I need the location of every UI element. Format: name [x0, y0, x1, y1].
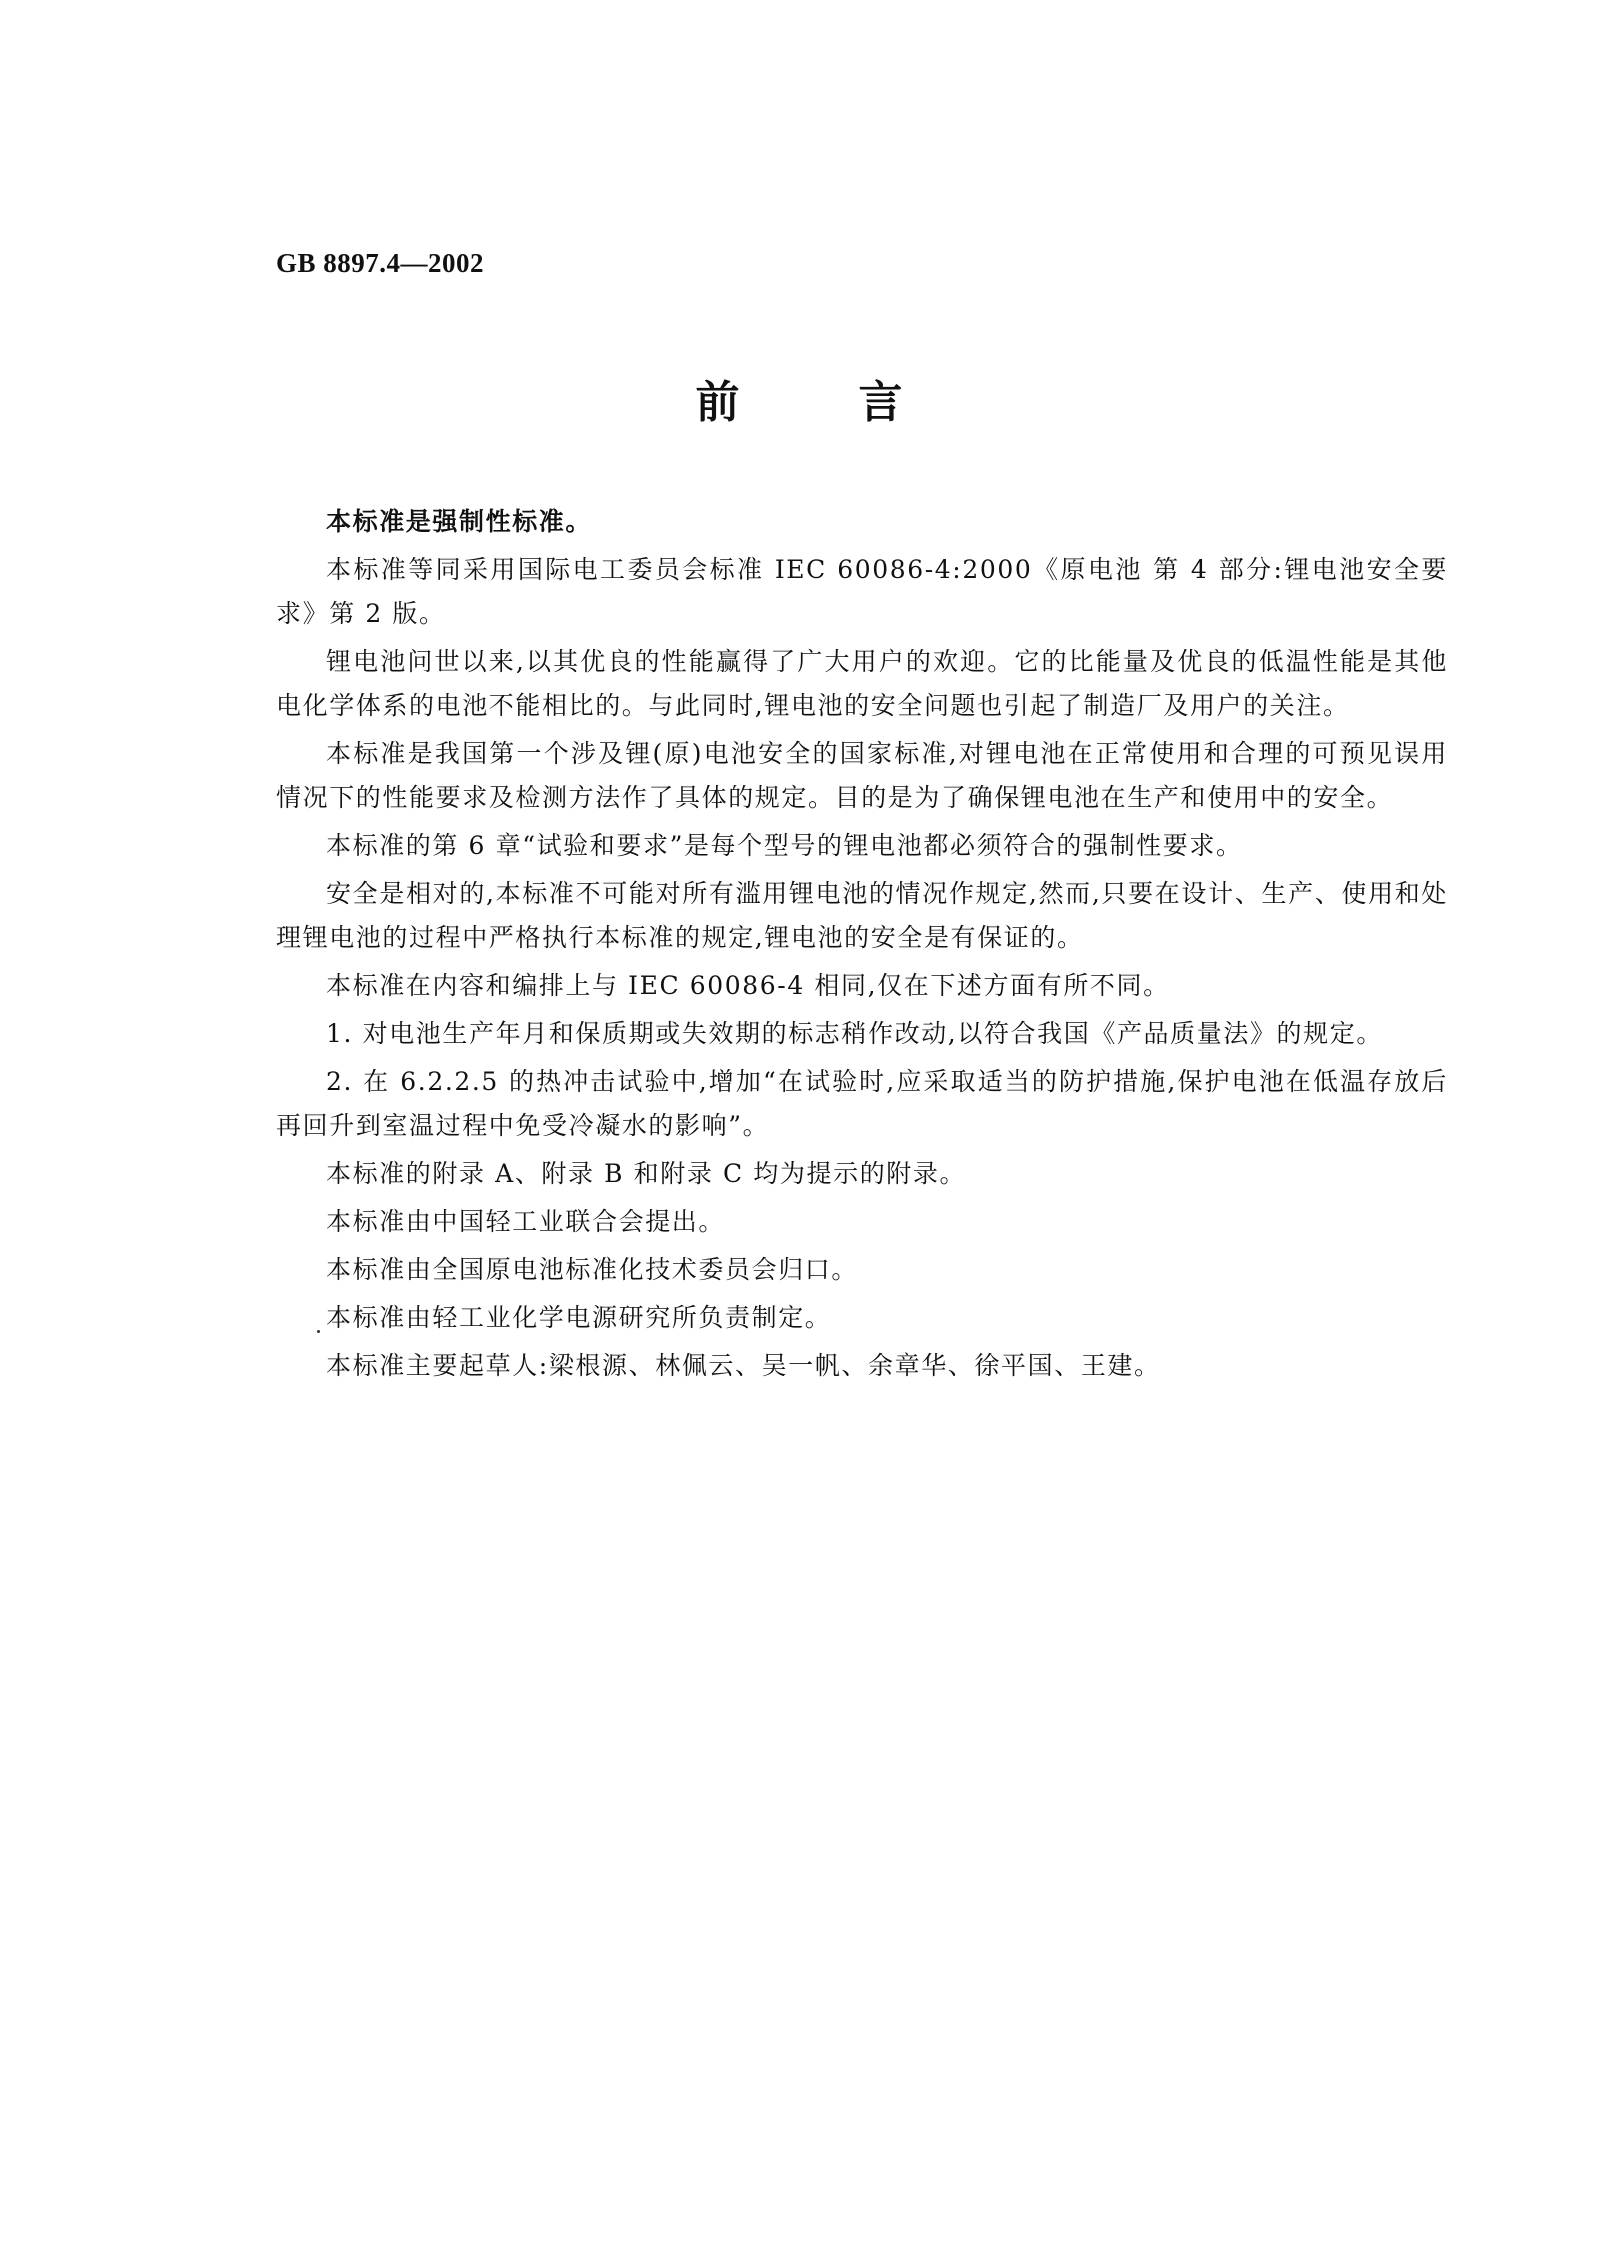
paragraph-drafted-by: 本标准由轻工业化学电源研究所负责制定。 — [326, 1303, 832, 1332]
paragraph-safety: 安全是相对的,本标准不可能对所有滥用锂电池的情况作规定,然而,只要在设计、生产、使用和处理锂电池的过程中严格执行本标准的规定,锂电池的安全是有保证的。 — [276, 879, 1448, 952]
paragraph-adoption: 本标准等同采用国际电工委员会标准 IEC 60086-4:2000《原电池 第 4 部分:锂电池安全要求》第 2 版。 — [276, 555, 1448, 628]
paragraph-background: 锂电池问世以来,以其优良的性能赢得了广大用户的欢迎。它的比能量及优良的低温性能是其他电化学体系的电池不能相比的。与此同时,锂电池的安全问题也引起了制造厂及用户的关注。 — [276, 647, 1448, 720]
preface-body — [276, 500, 1448, 1392]
standard-code: GB 8897.4—2002 — [276, 248, 485, 278]
paragraph-difference-2: 2. 在 6.2.2.5 的热冲击试验中,增加“在试验时,应采取适当的防护措施,保护电池在低温存放后再回升到室温过程中免受冷凝水的影响”。 — [276, 1067, 1448, 1140]
page-title — [0, 366, 1599, 430]
paragraph-proposed-by: 本标准由中国轻工业联合会提出。 — [326, 1207, 726, 1236]
paragraph-differences: 本标准在内容和编排上与 IEC 60086-4 相同,仅在下述方面有所不同。 — [326, 971, 1170, 1000]
paragraph-drafters: 本标准主要起草人:梁根源、林佩云、吴一帆、余章华、徐平国、王建。 — [326, 1351, 1161, 1380]
title-char-2: 言 — [858, 377, 904, 428]
paragraph-difference-1: 1. 对电池生产年月和保质期或失效期的标志稍作改动,以符合我国《产品质量法》的规定。 — [326, 1019, 1383, 1048]
paragraph-scope: 本标准是我国第一个涉及锂(原)电池安全的国家标准,对锂电池在正常使用和合理的可预见误用情况下的性能要求及检测方法作了具体的规定。目的是为了确保锂电池在生产和使用中的安全。 — [276, 739, 1448, 812]
stray-mark — [317, 1330, 320, 1333]
paragraph-centralized-by: 本标准由全国原电池标准化技术委员会归口。 — [326, 1255, 859, 1284]
paragraph-mandatory: 本标准是强制性标准。 — [326, 507, 593, 536]
paragraph-annexes: 本标准的附录 A、附录 B 和附录 C 均为提示的附录。 — [326, 1159, 967, 1188]
title-char-1: 前 — [695, 377, 741, 428]
paragraph-chapter6: 本标准的第 6 章“试验和要求”是每个型号的锂电池都必须符合的强制性要求。 — [326, 831, 1243, 860]
